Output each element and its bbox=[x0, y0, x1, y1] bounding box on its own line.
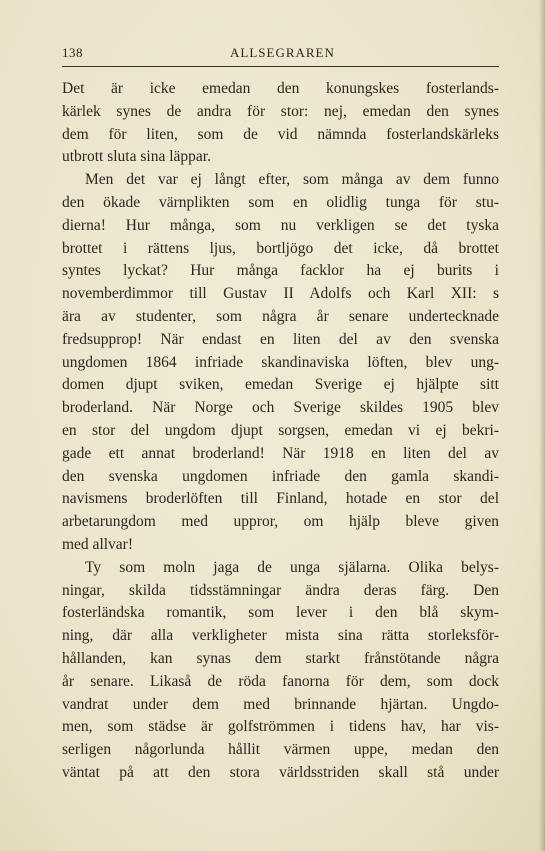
page-header bbox=[62, 42, 499, 62]
text-line: broderland. När Norge och Sverige skildes 1905 blev bbox=[62, 399, 499, 417]
body-text bbox=[62, 78, 499, 785]
text-line: en stor del ungdom djupt sorgsen, emedan vi ej bekri- bbox=[62, 421, 499, 439]
running-head: ALLSEGRAREN bbox=[230, 45, 335, 60]
text-line: Det är icke emedan den konungskes fosterlands- bbox=[62, 80, 499, 97]
text-line: den ökade värnplikten som en olidlig tunga för stu- bbox=[62, 193, 499, 211]
text-line: Men det var ej långt efter, som många av dem funno bbox=[85, 171, 499, 189]
text-line: utbrott sluta sina läppar. bbox=[62, 148, 211, 166]
text-line: hållanden, kan synas dem starkt frånstötande några bbox=[62, 649, 499, 667]
text-line: men, som städse är golfströmmen i tidens hav, har vis- bbox=[62, 718, 499, 736]
text-line: den svenska ungdomen infriade den gamla skandi- bbox=[62, 467, 499, 485]
text-line: ungdomen 1864 infriade skandinaviska löften, blev ung- bbox=[62, 353, 499, 371]
text-line: domen djupt sviken, emedan Sverige ej hjälpte sitt bbox=[62, 376, 499, 394]
text-line: ningar, skilda tidsstämningar ändra deras färg. Den bbox=[62, 581, 499, 599]
text-line: brottet i rättens ljus, bortljögo det icke, då brottet bbox=[62, 239, 499, 257]
text-line: arbetarungdom med uppror, om hjälp bleve given bbox=[62, 513, 499, 531]
text-line: väntat på att den stora världsstriden skall stå under bbox=[62, 763, 499, 781]
text-line: novemberdimmor till Gustav II Adolfs och Karl XII: s bbox=[62, 285, 499, 303]
text-line: syntes lyckat? Hur många facklor ha ej burits i bbox=[62, 262, 499, 280]
text-line: fosterländska romantik, som lever i den blå skym- bbox=[62, 604, 499, 622]
header-rule bbox=[62, 66, 499, 67]
text-line: vandrat under dem med brinnande hjärtan. Ungdo- bbox=[62, 695, 499, 713]
text-line: fredsupprop! När endast en liten del av den svenska bbox=[62, 330, 499, 348]
text-line: dierna! Hur många, som nu verkligen se det tyska bbox=[62, 216, 499, 234]
text-line: navismens broderlöften till Finland, hotade en stor del bbox=[62, 490, 499, 508]
text-line: dem för liten, som de vid nämnda fosterlandskärleks bbox=[62, 125, 499, 143]
text-line: ära av studenter, som några år senare undertecknade bbox=[62, 307, 499, 325]
text-line: år senare. Likaså de röda fanorna för dem, som dock bbox=[62, 672, 499, 690]
text-line: ning, där alla verkligheter mista sina rätta storleksför- bbox=[62, 627, 499, 645]
text-line: serligen någorlunda hållit värmen uppe, medan den bbox=[62, 741, 499, 759]
text-line: med allvar! bbox=[62, 535, 134, 553]
page-edge-shadow bbox=[539, 0, 545, 851]
page-number: 138 bbox=[62, 45, 83, 60]
text-line: gade ett annat broderland! När 1918 en liten del av bbox=[62, 444, 499, 462]
text-line: kärlek synes de andra för stor: nej, emedan den synes bbox=[62, 102, 499, 120]
text-line: Ty som moln jaga de unga själarna. Olika belys- bbox=[85, 558, 499, 576]
